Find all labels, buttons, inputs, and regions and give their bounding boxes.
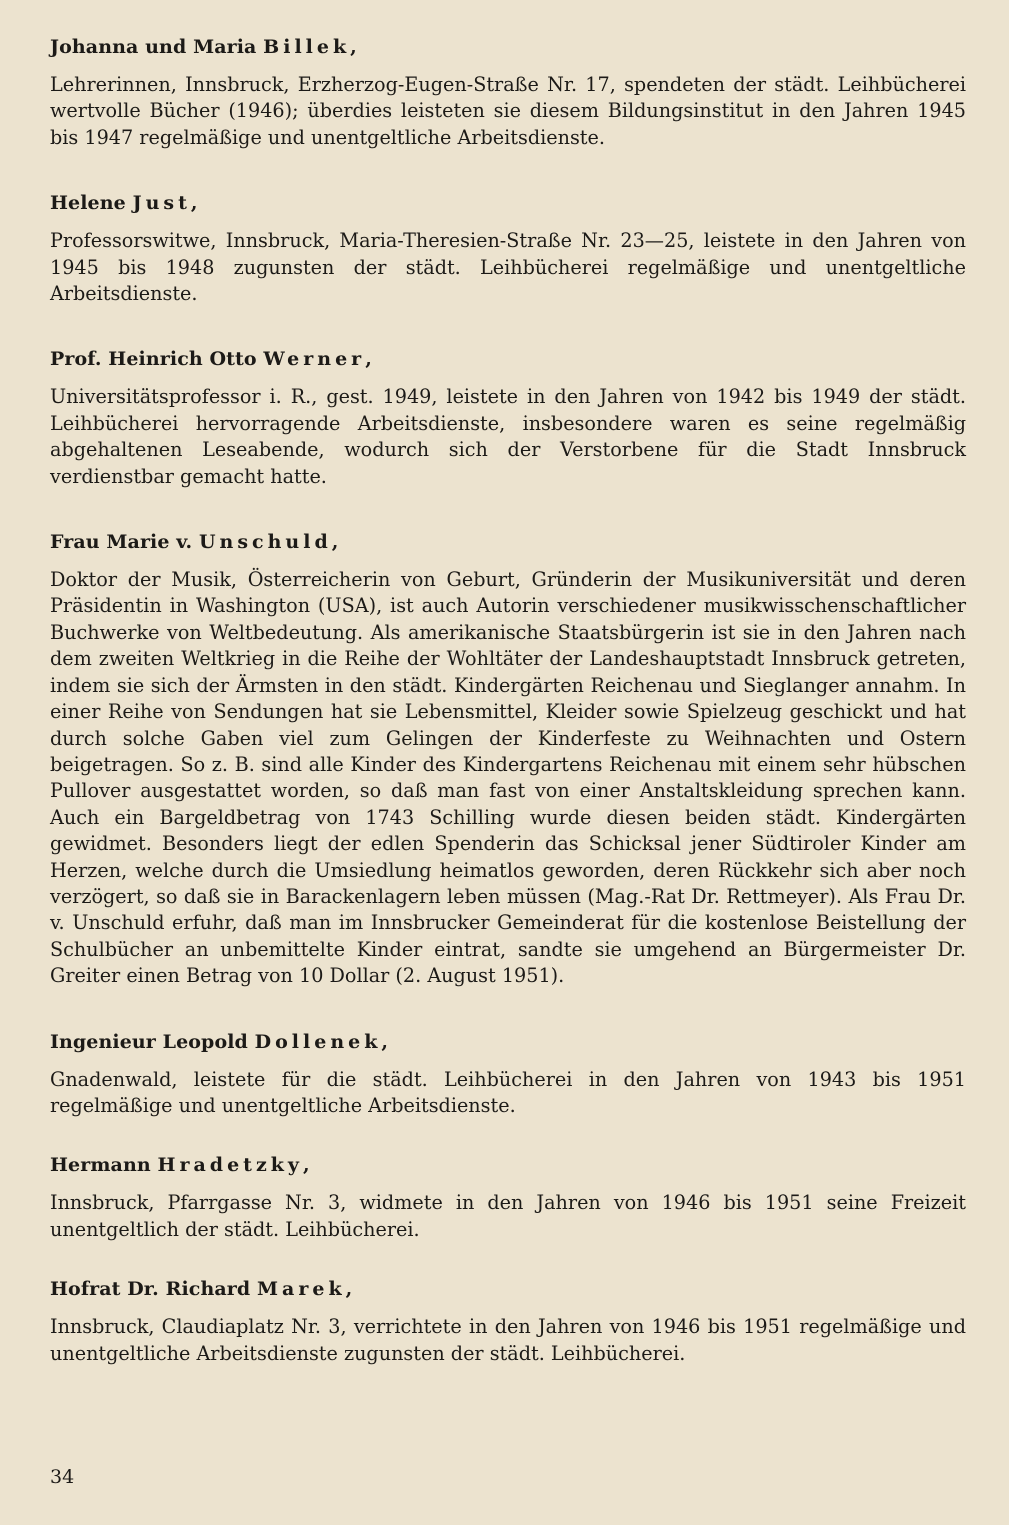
name-prefix: Johanna und Maria: [50, 36, 257, 58]
entry-heading: [50, 1029, 966, 1055]
name-prefix: Prof. Heinrich Otto: [50, 348, 257, 371]
entry-text: Gnadenwald, leistete für die städt. Leihbücherei in den Jahren von 1943 bis 1951 regelmäßige und unentgeltliche Arbeitsdienste.: [50, 1067, 966, 1117]
entry-text: Innsbruck, Pfarrgasse Nr. 3, widmete in den Jahren von 1946 bis 1951 seine Freizeit unentgeltlich der städt. Leihbücherei.: [50, 1191, 966, 1241]
entry-heading: [50, 529, 966, 555]
entry-text: Professorswitwe, Innsbruck, Maria-Theresien-Straße Nr. 23—25, leistete in den Jahren von 1945 bis 1948 zugunsten der städt. Leihbücherei regelmäßige und unentgeltliche Arbeitsdienste.: [50, 229, 966, 306]
name-prefix: Hermann: [50, 1154, 151, 1177]
surname: Just: [132, 192, 191, 215]
entry-heading: [50, 190, 966, 216]
heading-suffix: ,: [345, 1278, 353, 1301]
surname: Hradetzky: [157, 1154, 303, 1177]
surname: Unschuld: [198, 531, 332, 554]
entry-heading: [50, 346, 966, 372]
page-number: 34: [50, 1466, 75, 1488]
heading-suffix: ,: [365, 348, 372, 371]
heading-suffix: ,: [331, 531, 339, 554]
name-prefix: Hofrat Dr. Richard: [50, 1278, 251, 1301]
surname: Werner: [263, 348, 366, 371]
entry-billek: [50, 34, 966, 151]
entry-marek: [50, 1276, 966, 1367]
surname: Billek: [263, 36, 351, 58]
entry-dollenek: [50, 1029, 966, 1120]
entry-hradetzky: [50, 1152, 966, 1243]
document-page: [50, 34, 966, 1406]
entry-text: Lehrerinnen, Innsbruck, Erzherzog-Eugen-Straße Nr. 17, spendeten der städt. Leihbücherei wertvolle Bücher (1946); überdies leisteten sie diesem Bildungsinstitut in den Jahren 1945 bis 1947 regelmäßige und unentgeltliche Arbeitsdienste.: [50, 73, 966, 149]
entry-heading: [50, 1152, 966, 1178]
heading-suffix: ,: [350, 36, 357, 58]
name-prefix: Frau Marie v.: [50, 531, 193, 554]
entry-text: Universitätsprofessor i. R., gest. 1949, leistete in den Jahren von 1942 bis 1949 der städt. Leihbücherei hervorragende Arbeitsdienste, insbesondere waren es seine regelmäßig abgehaltenen Leseabende, wodurch sich der Verstorbene für die Stadt Innsbruck verdienstbar gemacht hatte.: [50, 385, 966, 488]
name-prefix: Helene: [50, 192, 126, 215]
heading-suffix: ,: [302, 1154, 310, 1177]
name-prefix: Ingenieur Leopold: [50, 1030, 248, 1053]
heading-suffix: ,: [381, 1030, 389, 1053]
entry-just: [50, 190, 966, 307]
entry-text: Innsbruck, Claudiaplatz Nr. 3, verrichtete in den Jahren von 1946 bis 1951 regelmäßige und unentgeltliche Arbeitsdienste zugunsten der städt. Leihbücherei.: [50, 1315, 966, 1365]
heading-suffix: ,: [190, 192, 198, 215]
entry-text: Doktor der Musik, Österreicherin von Geburt, Gründerin der Musikuniversität und deren Präsidentin in Washington (USA), ist auch Autorin verschiedener musikwisschenschaftlicher Buchwerke von Weltbedeutung. Als amerikanische Staatsbürgerin ist sie in den Jahren nach dem zweiten Weltkrieg in die Reihe der Wohltäter der Landeshauptstadt Innsbruck getreten, indem sie sich der Ärmsten in den städt. Kindergärten Reichenau und Sieglanger annahm. In einer Reihe von Sendungen hat sie Lebensmittel, Kleider sowie Spielzeug geschickt und hat durch solche Gaben viel zum Gelingen der Kinderfeste zu Weihnachten und Ostern beigetragen. So z. B. sind alle Kinder des Kindergartens Reichenau mit einem sehr hübschen Pullover ausgestattet worden, so daß man fast von einer Anstaltskleidung sprechen kann. Auch ein Bargeldbetrag von 1743 Schilling wurde diesen beiden städt. Kindergärten gewidmet. Besonders liegt der edlen Spenderin das Schicksal jener Südtiroler Kinder am Herzen, welche durch die Umsiedlung heimatlos geworden, deren Rückkehr sich aber noch verzögert, so daß sie in Barackenlagern leben müssen (Mag.-Rat Dr. Rettmeyer). Als Frau Dr. v. Unschuld erfuhr, daß man im Innsbrucker Gemeinderat für die kostenlose Beistellung der Schulbücher an unbemittelte Kinder eintrat, sandte sie umgehend an Bürgermeister Dr. Greiter einen Betrag von 10 Dollar (2. August 1951).: [50, 568, 966, 988]
entry-heading: [50, 1276, 966, 1302]
surname: Marek: [257, 1278, 346, 1301]
entry-werner: [50, 346, 966, 490]
entry-unschuld: [50, 529, 966, 990]
entry-heading: [50, 34, 966, 60]
surname: Dollenek: [254, 1030, 382, 1053]
